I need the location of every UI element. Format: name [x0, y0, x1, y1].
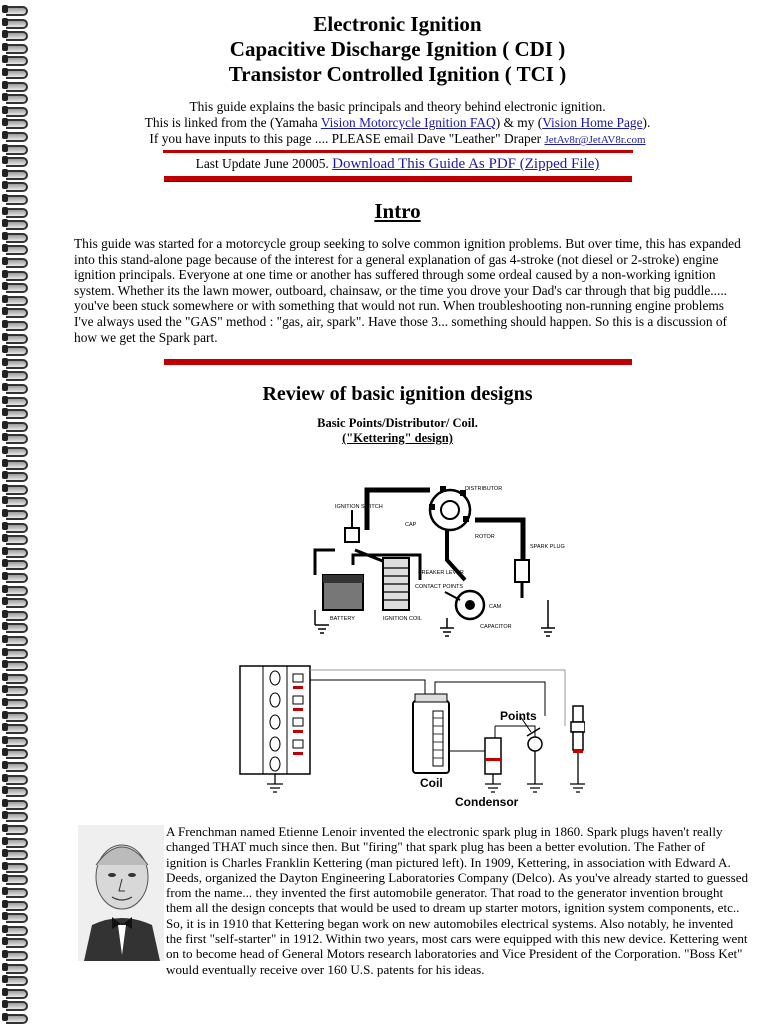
kettering-bio: [74, 824, 749, 977]
binding-coil: [6, 699, 28, 709]
binding-hole: [2, 774, 8, 782]
binding-hole: [2, 106, 8, 114]
binding-hole: [2, 723, 8, 731]
binding-coil: [6, 523, 28, 533]
email-link[interactable]: JetAv8r@JetAV8r.com: [544, 134, 646, 146]
binding-coil: [6, 863, 28, 873]
binding-coil: [6, 661, 28, 671]
bio-paragraph: A Frenchman named Etienne Lenoir invented the electronic spark plug in 1860. Spark plugs haven't really changed THAT much since then. But "firing" that spark plug has been a better evolution. The Father of ignition is Charles Franklin Kettering (man pictured left). In 1909, Kettering, in association with Edward A. Deeds, organized the Dayton Engineering Laboratories Company (Delco). As you've already started to guessed from the name... they invented the first automobile generator. That road to the generator invention brought them all the design concepts that would be used to dream up starter motors, ignition system components, etc.. So, it is in 1910 that Kettering began work on new automobiles electrical systems. Also notably, he invented the first "self-starter" in 1912. Within two years, most cars were equipped with this new device. Kettering went on to become head of General Motors research laboratories and Vice President of the Corporation. "Boss Ket" would eventually receive over 160 U.S. patents for his ideas.: [166, 824, 749, 977]
label-ignition-switch: IGNITION SWITCH: [335, 504, 383, 510]
binding-hole: [2, 219, 8, 227]
binding-hole: [2, 673, 8, 681]
binding-hole: [2, 5, 8, 13]
binding-coil: [6, 69, 28, 79]
binding-hole: [2, 118, 8, 126]
info-block: [40, 99, 755, 181]
binding-hole: [2, 68, 8, 76]
red-divider-large: [164, 359, 632, 365]
binding-hole: [2, 963, 8, 971]
binding-hole: [2, 484, 8, 492]
binding-coil: [6, 19, 28, 29]
binding-coil: [6, 623, 28, 633]
binding-hole: [2, 43, 8, 51]
binding-coil: [6, 938, 28, 948]
binding-coil: [6, 674, 28, 684]
binding-coil: [6, 951, 28, 961]
portrait-spacer: [74, 824, 166, 962]
binding-coil: [6, 598, 28, 608]
binding-coil: [6, 334, 28, 344]
binding-coil: [6, 434, 28, 444]
binding-coil: [6, 573, 28, 583]
binding-coil: [6, 422, 28, 432]
binding-hole: [2, 648, 8, 656]
binding-coil: [6, 472, 28, 482]
label-coil: Coil: [420, 776, 443, 790]
binding-coil: [6, 787, 28, 797]
binding-coil: [6, 586, 28, 596]
binding-coil: [6, 208, 28, 218]
label-breaker-lever: BREAKER LEVER: [418, 570, 464, 576]
binding-coil: [6, 888, 28, 898]
binding-coil: [6, 875, 28, 885]
binding-hole: [2, 270, 8, 278]
binding-coil: [6, 371, 28, 381]
binding-coil: [6, 535, 28, 545]
binding-coil: [6, 548, 28, 558]
binding-hole: [2, 824, 8, 832]
info-line-1: This guide explains the basic principals and theory behind electronic ignition.: [189, 99, 606, 114]
label-ignition-coil: IGNITION COIL: [383, 616, 422, 622]
binding-coil: [6, 119, 28, 129]
binding-coil: [6, 712, 28, 722]
binding-hole: [2, 320, 8, 328]
binding-coil: [6, 850, 28, 860]
title-line-2: Capacitive Discharge Ignition ( CDI ): [229, 37, 566, 61]
red-divider: [164, 176, 632, 181]
binding-hole: [2, 282, 8, 290]
binding-hole: [2, 988, 8, 996]
title-line-1: Electronic Ignition: [313, 12, 482, 36]
review-heading: Review of basic ignition designs: [262, 383, 533, 406]
binding-hole: [2, 635, 8, 643]
binding-hole: [2, 849, 8, 857]
binding-coil: [6, 976, 28, 986]
binding-hole: [2, 547, 8, 555]
binding-hole: [2, 358, 8, 366]
info-line-2: This is linked from the (Yamaha Vision Motorcycle Ignition FAQ) & my (Vision Home Page).: [144, 115, 651, 130]
binding-coil: [6, 913, 28, 923]
binding-hole: [2, 421, 8, 429]
binding-coil: [6, 510, 28, 520]
binding-hole: [2, 887, 8, 895]
binding-coil: [6, 308, 28, 318]
info-line-3: If you have inputs to this page .... PLEASE email Dave "Leather" Draper JetAv8r@JetAV8r.com: [149, 131, 646, 146]
binding-hole: [2, 257, 8, 265]
binding-hole: [2, 937, 8, 945]
document-page: [40, 0, 755, 1024]
binding-coil: [6, 94, 28, 104]
binding-hole: [2, 748, 8, 756]
binding-hole: [2, 144, 8, 152]
binding-coil: [6, 762, 28, 772]
binding-hole: [2, 18, 8, 26]
binding-coil: [6, 107, 28, 117]
binding-hole: [2, 81, 8, 89]
binding-hole: [2, 471, 8, 479]
binding-coil: [6, 724, 28, 734]
binding-coil: [6, 1014, 28, 1024]
binding-coil: [6, 460, 28, 470]
binding-coil: [6, 245, 28, 255]
binding-coil: [6, 812, 28, 822]
vision-home-link[interactable]: Vision Home Page: [542, 115, 643, 130]
label-distributor: DISTRIBUTOR: [465, 486, 503, 492]
binding-coil: [6, 145, 28, 155]
binding-coil: [6, 749, 28, 759]
binding-coil: [6, 447, 28, 457]
binding-coil: [6, 44, 28, 54]
binding-coil: [6, 397, 28, 407]
binding-hole: [2, 433, 8, 441]
binding-coil: [6, 611, 28, 621]
binding-coil: [6, 384, 28, 394]
binding-hole: [2, 585, 8, 593]
binding-hole: [2, 811, 8, 819]
binding-coil: [6, 560, 28, 570]
download-pdf-link[interactable]: Download This Guide As PDF (Zipped File): [332, 156, 600, 172]
binding-coil: [6, 1001, 28, 1011]
binding-hole: [2, 131, 8, 139]
binding-coil: [6, 182, 28, 192]
binding-hole: [2, 522, 8, 530]
binding-hole: [2, 925, 8, 933]
binding-hole: [2, 1000, 8, 1008]
binding-coil: [6, 838, 28, 848]
label-cap: CAP: [405, 522, 417, 528]
binding-hole: [2, 736, 8, 744]
binding-hole: [2, 345, 8, 353]
label-capacitor: CAPACITOR: [480, 624, 512, 630]
label-battery: BATTERY: [330, 616, 355, 622]
binding-hole: [2, 559, 8, 567]
binding-hole: [2, 534, 8, 542]
binding-coil: [6, 283, 28, 293]
binding-hole: [2, 30, 8, 38]
binding-hole: [2, 610, 8, 618]
binding-hole: [2, 93, 8, 101]
binding-hole: [2, 207, 8, 215]
binding-hole: [2, 408, 8, 416]
binding-hole: [2, 685, 8, 693]
binding-hole: [2, 333, 8, 341]
binding-hole: [2, 786, 8, 794]
binding-coil: [6, 775, 28, 785]
binding-hole: [2, 660, 8, 668]
binding-hole: [2, 396, 8, 404]
binding-coil: [6, 31, 28, 41]
binding-coil: [6, 636, 28, 646]
label-condensor: Condensor: [455, 795, 519, 809]
coil-points-condensor-diagram: [235, 656, 585, 811]
binding-coil: [6, 56, 28, 66]
binding-hole: [2, 597, 8, 605]
binding-coil: [6, 271, 28, 281]
intro-heading: Intro: [374, 199, 421, 223]
binding-coil: [6, 321, 28, 331]
binding-coil: [6, 346, 28, 356]
binding-hole: [2, 874, 8, 882]
binding-hole: [2, 761, 8, 769]
binding-coil: [6, 686, 28, 696]
title-line-3: Transistor Controlled Ignition ( TCI ): [228, 62, 567, 86]
label-spark-plug: SPARK PLUG: [530, 544, 565, 550]
binding-hole: [2, 459, 8, 467]
binding-coil: [6, 359, 28, 369]
binding-coil: [6, 649, 28, 659]
binding-hole: [2, 194, 8, 202]
binding-hole: [2, 900, 8, 908]
page-title: [40, 12, 755, 87]
label-cam: CAM: [489, 604, 502, 610]
binding-coil: [6, 800, 28, 810]
binding-hole: [2, 156, 8, 164]
binding-hole: [2, 711, 8, 719]
binding-coil: [6, 157, 28, 167]
binding-coil: [6, 409, 28, 419]
binding-coil: [6, 233, 28, 243]
binding-hole: [2, 295, 8, 303]
binding-coil: [6, 964, 28, 974]
binding-coil: [6, 132, 28, 142]
binding-hole: [2, 837, 8, 845]
binding-coil: [6, 258, 28, 268]
binding-hole: [2, 698, 8, 706]
binding-coil: [6, 901, 28, 911]
binding-hole: [2, 1013, 8, 1021]
binding-hole: [2, 307, 8, 315]
binding-coil: [6, 497, 28, 507]
binding-coil: [6, 989, 28, 999]
binding-hole: [2, 862, 8, 870]
binding-coil: [6, 926, 28, 936]
binding-hole: [2, 181, 8, 189]
binding-coil: [6, 170, 28, 180]
binding-hole: [2, 509, 8, 517]
spiral-binding: [0, 0, 34, 1024]
binding-coil: [6, 195, 28, 205]
label-points: Points: [500, 709, 537, 723]
binding-coil: [6, 737, 28, 747]
binding-hole: [2, 446, 8, 454]
binding-hole: [2, 370, 8, 378]
binding-hole: [2, 799, 8, 807]
binding-hole: [2, 55, 8, 63]
binding-hole: [2, 912, 8, 920]
diagram-caption: Basic Points/Distributor/ Coil.: [317, 416, 478, 431]
binding-hole: [2, 975, 8, 983]
binding-hole: [2, 572, 8, 580]
binding-hole: [2, 244, 8, 252]
intro-paragraph: This guide was started for a motorcycle group seeking to solve common ignition problems. But over time, this has expanded into this stand-alone page because of the interest for a general explanation of gas 4-stroke (not diesel or 2-stroke) engine ignition principals. Everyone at one time or another has suffered through some ordeal caused by a non-working ignition system. Whether its the lawn mower, outboard, chainsaw, or the time you drove your Dad's car through that big puddle..... you've been stuck somewhere or with something that would not run. When troubleshooting non-running engine problems I've always used the "GAS" method : "gas, air, spark". Have those 3... something should happen. So this is a discussion of how we get the Spark part.: [74, 236, 741, 345]
binding-hole: [2, 169, 8, 177]
binding-coil: [6, 485, 28, 495]
binding-coil: [6, 220, 28, 230]
label-rotor: ROTOR: [475, 534, 495, 540]
diagram-subcaption: ("Kettering" design): [342, 431, 453, 446]
binding-coil: [6, 825, 28, 835]
binding-hole: [2, 383, 8, 391]
red-divider-thin: [163, 150, 633, 153]
binding-coil: [6, 82, 28, 92]
update-line: Last Update June 20005. Download This Guide As PDF (Zipped File): [195, 156, 600, 172]
binding-coil: [6, 6, 28, 16]
binding-hole: [2, 496, 8, 504]
kettering-ignition-diagram: [275, 480, 565, 645]
binding-hole: [2, 622, 8, 630]
binding-hole: [2, 232, 8, 240]
label-contact-points: CONTACT POINTS: [415, 584, 464, 590]
vision-faq-link[interactable]: Vision Motorcycle Ignition FAQ: [320, 115, 496, 130]
binding-hole: [2, 950, 8, 958]
binding-coil: [6, 296, 28, 306]
